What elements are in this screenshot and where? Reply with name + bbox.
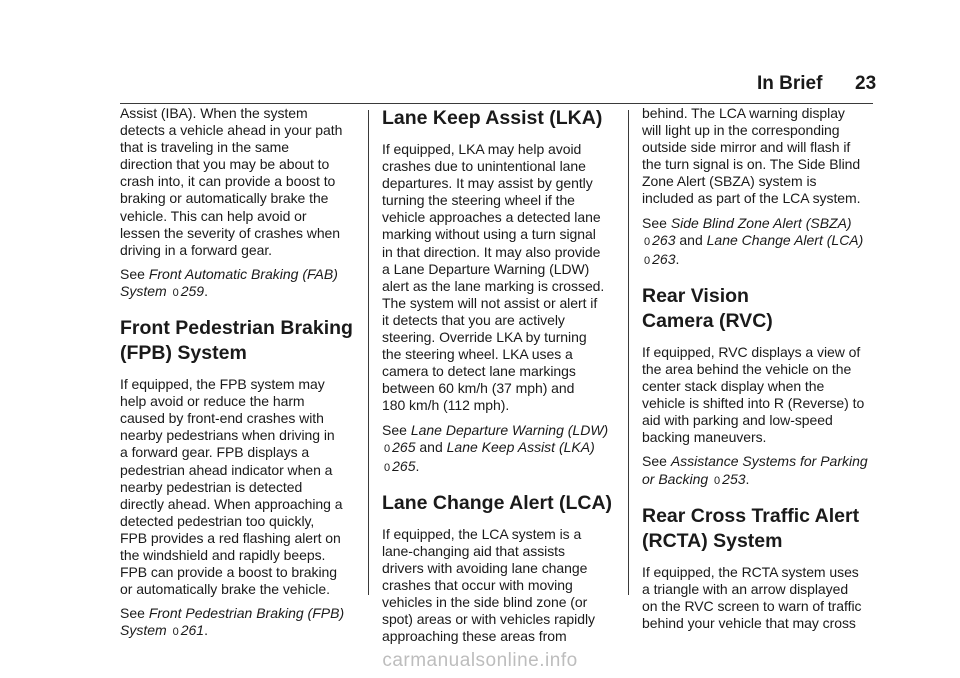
fpb-ref-page[interactable]: 261: [180, 622, 205, 639]
sbza-ref-page[interactable]: 263: [652, 231, 676, 248]
fab-ref-link-cont[interactable]: System: [120, 282, 167, 299]
column-divider-1: [368, 110, 369, 595]
and-label: and: [419, 438, 443, 455]
column-divider-2: [628, 110, 629, 595]
page-ref-icon: 0: [714, 474, 721, 487]
ldw-ref-link[interactable]: Lane Departure Warning (LDW): [410, 421, 609, 438]
parking-ref-link[interactable]: Assistance Systems for Parking: [670, 453, 868, 470]
lca-ref-page[interactable]: 263: [652, 250, 676, 267]
fpb-heading: Front Pedestrian Braking (FPB) System: [120, 317, 353, 365]
ref-period: .: [675, 250, 680, 267]
header-title: In Brief: [757, 73, 823, 94]
page-header: [0, 72, 960, 96]
fpb-reference: [120, 605, 360, 641]
column-2: [382, 100, 622, 652]
page-number: 23: [855, 73, 877, 94]
lka-ref-link[interactable]: Lane Keep Assist (LKA): [446, 438, 595, 455]
parking-ref-link-cont[interactable]: or Backing: [642, 470, 709, 487]
sbza-lca-reference: [642, 215, 882, 270]
lka-heading: Lane Keep Assist (LKA): [382, 107, 603, 129]
lka-ref-page[interactable]: 265: [392, 457, 416, 474]
page-ref-icon: 0: [644, 254, 651, 267]
watermark: carmanualsonline.info: [382, 650, 578, 671]
rcta-paragraph: If equipped, the RCTA system uses a triangle with an arrow displayed on the RVC screen to warn of traffic behind your vehicle that may cross: [642, 563, 862, 631]
lca-continued-paragraph: behind. The LCA warning display will light up in the corresponding outside side mirror and will flash if the turn signal is on. The Side Blind Zone Alert (SBZA) system is included as part of the LCA system.: [642, 105, 861, 207]
iba-paragraph: Assist (IBA). When the system detects a vehicle ahead in your path that is traveling in the same direction that you may be about to crash into, it can provide a boost to braking or automatically brake the vehicle. This can help avoid or lessen the severity of crashes when driving in a forward gear.: [120, 105, 343, 258]
fpb-ref-link[interactable]: Front Pedestrian Braking (FPB): [148, 605, 345, 622]
fab-ref-link[interactable]: Front Automatic Braking (FAB): [148, 265, 338, 282]
parking-ref-page[interactable]: 253: [722, 470, 746, 487]
page-ref-icon: 0: [384, 442, 391, 455]
see-label: See: [120, 265, 145, 282]
see-label: See: [120, 605, 145, 622]
page-ref-icon: 0: [172, 626, 179, 639]
ref-period: .: [204, 282, 208, 299]
ldw-ref-page[interactable]: 265: [392, 438, 416, 455]
column-3: [642, 105, 882, 639]
page-ref-icon: 0: [644, 235, 651, 248]
and-label: and: [679, 231, 703, 248]
sbza-ref-link[interactable]: Side Blind Zone Alert (SBZA): [670, 214, 852, 231]
see-label: See: [382, 421, 407, 438]
see-label: See: [642, 453, 667, 470]
lca-ref-link[interactable]: Lane Change Alert (LCA): [706, 231, 864, 248]
rvc-paragraph: If equipped, RVC displays a view of the area behind the vehicle on the center stack display when the vehicle is shifted into R (Reverse) to aid with parking and low-speed backing maneuvers.: [642, 343, 865, 446]
rvc-heading: Rear Vision Camera (RVC): [642, 284, 773, 332]
fpb-ref-link-cont[interactable]: System: [120, 622, 167, 639]
column-1: [120, 105, 360, 648]
see-label: See: [642, 214, 667, 231]
fpb-paragraph: If equipped, the FPB system may help avoid or reduce the harm caused by front-end crashes with nearby pedestrians when driving in a forward gear. FPB displays a pedestrian ahead indicator when a nearby pedestrian is detected directly ahead. When approaching a detected pedestrian too quickly, FPB provides a red flashing alert on the windshield and rapidly beeps. FPB can provide a boost to braking or automatically brake the vehicle.: [120, 376, 343, 598]
ref-period: .: [204, 622, 208, 639]
ref-period: .: [415, 457, 420, 474]
page-ref-icon: 0: [172, 286, 179, 299]
lca-paragraph: If equipped, the LCA system is a lane-changing aid that assists drivers with avoiding lane change crashes that occur with moving vehicles in the side blind zone (or spot) areas or with vehicles rapidly approaching these areas from: [382, 525, 595, 645]
page-ref-icon: 0: [384, 461, 391, 474]
fab-ref-page[interactable]: 259: [180, 282, 205, 299]
lka-paragraph: If equipped, LKA may help avoid crashes due to unintentional lane departures. It may assist by gently turning the steering wheel if the vehicle approaches a detected lane marking without using a turn signal in that direction. It may also provide a Lane Departure Warning (LDW) alert as the lane marking is crossed. The system will not assist or alert if it detects that you are actively steering. Override LKA by turning the steering wheel. LKA uses a camera to detect lane markings between 60 km/h (37 mph) and 180 km/h (112 mph).: [382, 141, 605, 414]
ldw-lka-reference: [382, 422, 622, 477]
lca-heading: Lane Change Alert (LCA): [382, 491, 613, 514]
rcta-heading: Rear Cross Traffic Alert (RCTA) System: [642, 504, 860, 552]
parking-reference: [642, 453, 882, 489]
fab-reference: [120, 266, 360, 302]
ref-period: .: [745, 470, 750, 487]
